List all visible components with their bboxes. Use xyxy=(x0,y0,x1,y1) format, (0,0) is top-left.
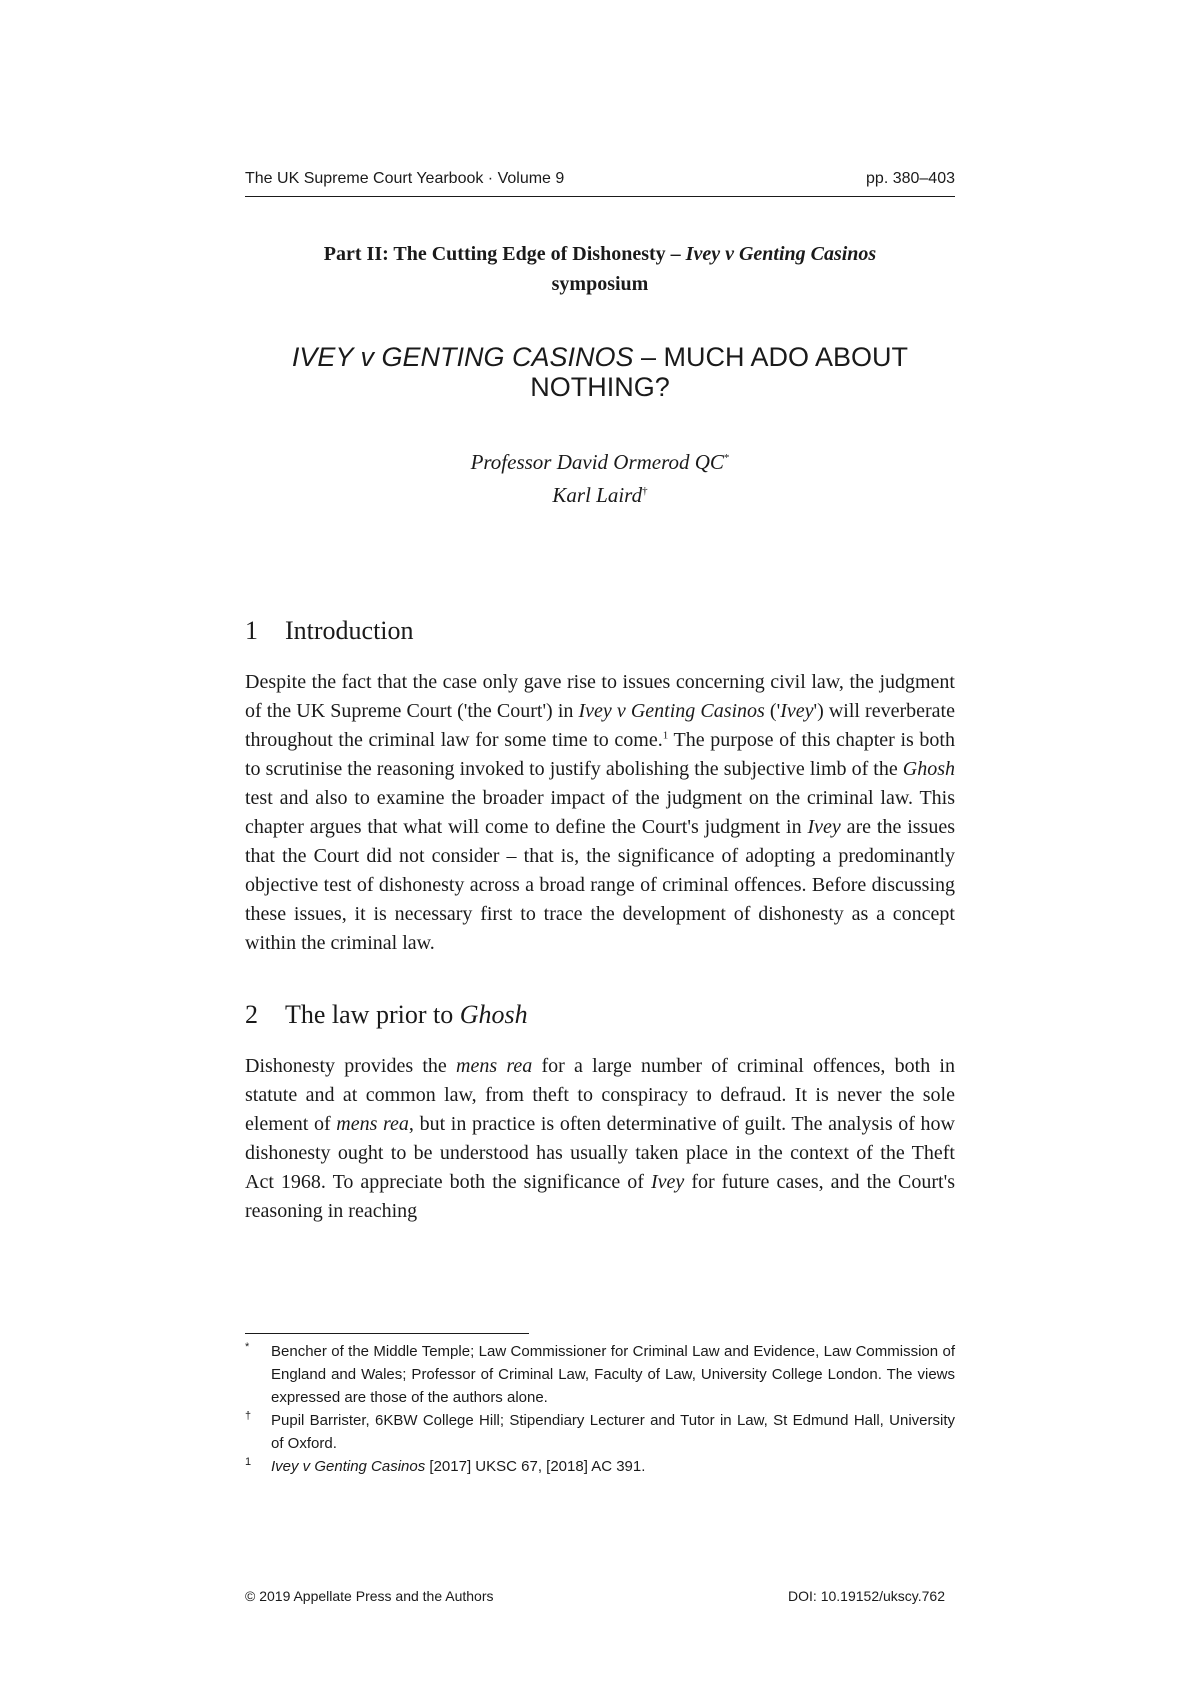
author-mark: † xyxy=(642,485,648,497)
latin-term: mens rea xyxy=(456,1055,533,1077)
footnote-mark: * xyxy=(245,1341,250,1353)
author-line xyxy=(245,477,955,510)
footnote-text xyxy=(271,1340,955,1409)
footnote-ref[interactable]: 1 xyxy=(662,729,669,742)
text-run: ') will reverberate throughout the criminal law for some time to come. xyxy=(245,700,955,751)
footnote xyxy=(245,1455,955,1478)
article-title-rest: – MUCH ADO ABOUT NOTHING? xyxy=(530,342,909,402)
section-title: The law prior to xyxy=(285,1000,460,1029)
footnote-rule xyxy=(245,1333,529,1334)
author-name: Karl Laird xyxy=(552,483,643,507)
part-title-case: Ivey v Genting Casinos xyxy=(685,243,877,265)
footnote-body: Pupil Barrister, 6KBW College Hill; Stipendiary Lecturer and Tutor in Law, St Edmund Hall, University of Oxford. xyxy=(271,1412,955,1452)
footnote xyxy=(245,1340,955,1409)
footnote-citation: [2017] UKSC 67, [2018] AC 391. xyxy=(425,1458,646,1475)
prior-law-paragraph xyxy=(245,1052,955,1226)
case-name: Ivey xyxy=(807,816,841,838)
author-line xyxy=(245,444,955,477)
authors xyxy=(245,444,955,510)
footnote-body: Bencher of the Middle Temple; Law Commissioner for Criminal Law and Evidence, Law Commission of England and Wales; Professor of Criminal Law, Faculty of Law, University College London. The views expressed are those of the authors alone. xyxy=(271,1343,955,1406)
journal-name: The UK Supreme Court Yearbook · Volume 9 xyxy=(245,170,565,187)
article-title xyxy=(245,342,955,402)
footnotes xyxy=(245,1340,955,1478)
case-name: Ghosh xyxy=(902,758,955,780)
text-run: (' xyxy=(764,700,781,722)
introduction-paragraph xyxy=(245,668,955,958)
footnote-text xyxy=(271,1455,955,1478)
footnote-mark: † xyxy=(245,1410,252,1422)
footnote-mark: 1 xyxy=(245,1456,252,1468)
case-name: Ivey xyxy=(780,700,814,722)
footnote-case-name: Ivey v Genting Casinos xyxy=(271,1458,426,1475)
copyright: © 2019 Appellate Press and the Authors xyxy=(245,1588,494,1604)
text-run: are the issues that the Court did not consider – that is, the significance of adopting a predominantly objective test of dishonesty across a broad range of criminal offences. Before discussing these issues, it is necessary first to trace the development of dishonesty as a concept within the criminal law. xyxy=(245,816,955,954)
part-title-prefix: Part II: The Cutting Edge of Dishonesty – xyxy=(323,243,686,265)
doi[interactable]: DOI: 10.19152/ukscy.762 xyxy=(788,1588,945,1604)
text-run: for a large number of criminal offences, both in statute and at common law, from theft to conspiracy to defraud. It is never the sole element of xyxy=(245,1055,955,1135)
text-run: Dishonesty provides the xyxy=(245,1055,456,1077)
section-number: 2 xyxy=(245,1000,258,1029)
text-run: , but in practice is often determinative of guilt. The analysis of how dishonesty ought to be understood has usually taken place in the context of the Theft Act 1968. To appreciate both the significance of xyxy=(245,1113,955,1193)
section-heading-introduction xyxy=(245,616,955,646)
page-range: pp. 380–403 xyxy=(866,170,955,187)
running-header xyxy=(245,170,955,197)
section-title-italic: Ghosh xyxy=(459,1000,528,1029)
footnote xyxy=(245,1409,955,1455)
text-run: The purpose of this chapter is both to scrutinise the reasoning invoked to justify abolishing the subjective limb of the xyxy=(245,729,955,780)
case-name: Ivey xyxy=(651,1171,685,1193)
case-name: Ivey v Genting Casinos xyxy=(578,700,765,722)
author-name: Professor David Ormerod QC xyxy=(470,450,724,474)
text-run: test and also to examine the broader impact of the judgment on the criminal law. This chapter argues that what will come to define the Court's judgment in xyxy=(245,787,955,838)
article-title-case: IVEY v GENTING CASINOS xyxy=(291,342,634,372)
part-title-suffix: symposium xyxy=(551,273,649,295)
running-footer xyxy=(245,1588,945,1604)
section-heading-prior-law xyxy=(245,1000,955,1030)
text-run: Despite the fact that the case only gave rise to issues concerning civil law, the judgment of the UK Supreme Court ('the Court') in xyxy=(245,671,955,722)
section-number: 1 xyxy=(245,616,258,645)
section-title: Introduction xyxy=(285,616,414,645)
part-title xyxy=(245,239,955,299)
latin-term: mens rea xyxy=(336,1113,409,1135)
text-run: for future cases, and the Court's reasoning in reaching xyxy=(245,1171,955,1222)
author-mark: * xyxy=(723,452,730,464)
footnote-text xyxy=(271,1409,955,1455)
